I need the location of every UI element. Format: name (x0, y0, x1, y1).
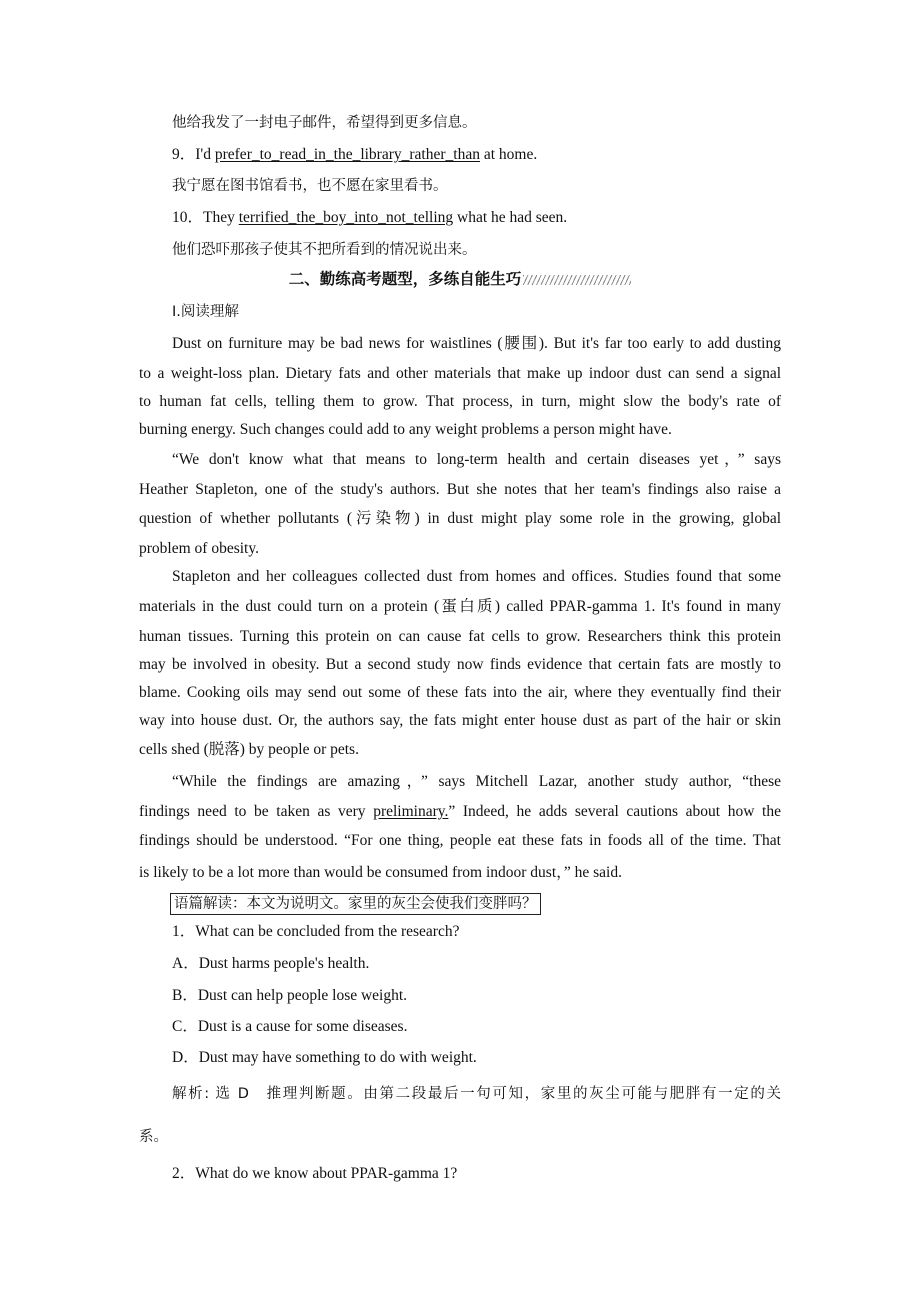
section-title-text: 二、勤练高考题型，多练自能生巧 (288, 270, 522, 288)
item-number: 10． (172, 209, 204, 226)
passage-line: is likely to be a lot more than would be consumed from indoor dust，” he said. (139, 864, 622, 881)
passage-line: Stapleton and her colleagues collected dust from homes and offices. Studies found that some (172, 568, 781, 585)
item-text: They (203, 209, 239, 226)
passage-line: Dust on furniture may be bad news for waistlines (腰围). But it's far too early to add dusting (172, 335, 781, 352)
underlined-word: preliminary. (373, 803, 449, 820)
answer-option: C．Dust is a cause for some diseases. (172, 1018, 408, 1035)
decorative-hatch (523, 275, 631, 285)
question-stem: 2．What do we know about PPAR-gamma 1? (172, 1165, 458, 1182)
passage-line (139, 802, 781, 822)
passage-line: problem of obesity. (139, 540, 259, 557)
subsection-title: Ⅰ.阅读理解 (172, 304, 239, 320)
translation-line: 他给我发了一封电子邮件，希望得到更多信息。 (172, 115, 477, 131)
passage-line: cells shed (脱落) by people or pets. (139, 741, 359, 758)
translation-line: 他们恐吓那孩子使其不把所看到的情况说出来。 (172, 242, 477, 258)
analysis-text: 系。 (139, 1129, 168, 1145)
item-text: what he had seen. (453, 209, 568, 226)
passage-line: Heather Stapleton, one of the study's authors. But she notes that her team's findings also raise a (139, 481, 781, 498)
item-text: at home. (479, 146, 538, 163)
translation-line: 我宁愿在图书馆看书，也不愿在家里看书。 (172, 178, 448, 194)
answer-option: D．Dust may have something to do with weight. (172, 1049, 477, 1066)
answer-option: A．Dust harms people's health. (172, 955, 370, 972)
passage-line: way into house dust. Or, the authors say, the fats might enter house dust as part of the hair or skin (139, 712, 781, 729)
analysis-text: 解析: 选 D 推理判断题。由第二段最后一句可知，家里的灰尘可能与肥胖有一定的关 (172, 1086, 781, 1102)
passage-line: burning energy. Such changes could add to any weight problems a person might have. (139, 421, 672, 438)
passage-note-box: 语篇解读：本文为说明文。家里的灰尘会使我们变胖吗？ (170, 893, 541, 915)
answer-underline: terrified_the_boy_into_not_telling (238, 209, 454, 226)
passage-line: materials in the dust could turn on a protein (蛋白质) called PPAR-gamma 1. It's found in many (139, 598, 781, 615)
passage-text: findings need to be taken as very (139, 803, 374, 820)
answer-option: B．Dust can help people lose weight. (172, 987, 408, 1004)
passage-line: human tissues. Turning this protein on can cause fat cells to grow. Researchers think this protein (139, 628, 781, 645)
passage-line: question of whether pollutants (污染物) in dust might play some role in the growing, global (139, 510, 781, 527)
passage-line: “While the findings are amazing，” says Mitchell Lazar, another study author, “these (172, 773, 781, 790)
section-heading (139, 268, 781, 290)
exercise-item-10 (172, 208, 781, 228)
passage-line: to human fat cells, telling them to grow. That process, in turn, might slow the body's rate of (139, 393, 781, 410)
passage-line: to a weight-loss plan. Dietary fats and other materials that make up indoor dust can send a signal (139, 365, 781, 382)
answer-underline: prefer_to_read_in_the_library_rather_than (214, 146, 480, 163)
question-stem: 1．What can be concluded from the research? (172, 923, 460, 940)
passage-line: blame. Cooking oils may send out some of these fats into the air, where they eventually find their (139, 684, 781, 701)
item-text: I'd (195, 146, 215, 163)
passage-line: “We don't know what that means to long-term health and certain diseases yet，” says (172, 451, 781, 468)
passage-line: may be involved in obesity. But a second study now finds evidence that certain fats are mostly to (139, 656, 781, 673)
passage-text: ” Indeed, he adds several cautions about how the (448, 803, 781, 820)
item-number: 9． (172, 146, 196, 163)
passage-line: findings should be understood. “For one thing, people eat these fats in foods all of the time. That (139, 832, 781, 849)
exercise-item-9 (172, 145, 781, 165)
